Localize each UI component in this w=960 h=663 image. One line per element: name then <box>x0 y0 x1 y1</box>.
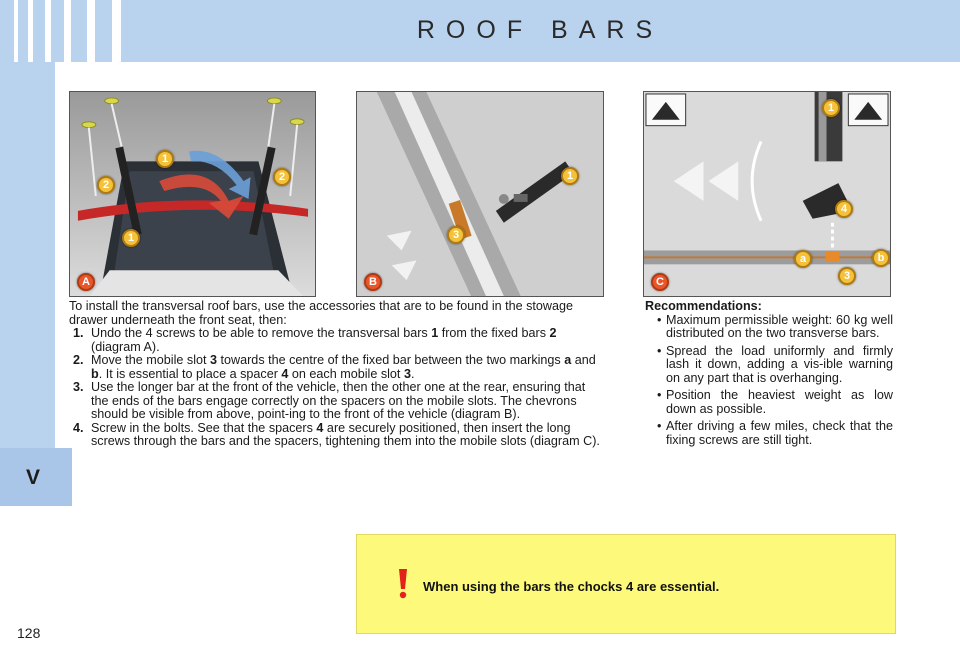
step-item <box>69 354 603 381</box>
step-item <box>69 381 603 422</box>
marker-2: 2 <box>97 176 115 194</box>
step-text: Use the longer bar at the front of the vehicle, then the other one at the rear, ensuring that the ends of the bars engage correctly on the spacers on the mobile slots. The chevrons should be visible from above, point-ing to the front of the vehicle (diagram B). <box>91 380 586 421</box>
intro-text: To install the transversal roof bars, use the accessories that are to be found in the stowage drawer underneath the front seat, then: <box>69 299 574 327</box>
step-number: 3. <box>73 380 84 394</box>
step-text: . <box>410 366 415 381</box>
recommendation-text: Maximum permissible weight: 60 kg well distributed on the two transverse bars. <box>666 312 893 340</box>
step-number: 2. <box>73 353 84 367</box>
ref-number: 3 <box>403 366 411 381</box>
marker-3: 3 <box>838 267 856 285</box>
installation-instructions <box>69 300 603 449</box>
diagram-b <box>356 91 604 297</box>
step-text: (diagram A). <box>91 339 160 354</box>
recommendation-text: Spread the load uniformly and firmly lash it down, adding a vis-ible warning on any part that is overhanging. <box>666 343 893 385</box>
step-number: 1. <box>73 326 84 340</box>
warning-text: When using the bars the chocks 4 are essential. <box>423 579 720 594</box>
list-item <box>645 389 893 416</box>
ref-number: b <box>91 366 99 381</box>
sidebar-band <box>0 62 55 506</box>
bullet-icon: • <box>657 388 662 402</box>
marker-1: 1 <box>822 99 840 117</box>
marker-a: a <box>794 250 812 268</box>
ref-number: 2 <box>549 326 557 340</box>
ref-number: 1 <box>431 326 439 340</box>
warning-box <box>356 534 896 634</box>
marker-2: 2 <box>273 168 291 186</box>
page-title: ROOF BARS <box>416 16 664 44</box>
diagram-c-illustration <box>644 92 890 296</box>
step-text: on each mobile slot <box>288 366 404 381</box>
diagram-a <box>69 91 316 297</box>
diagram-letter-c: C <box>651 273 669 291</box>
marker-b: b <box>872 249 890 267</box>
diagram-letter-b: B <box>364 273 382 291</box>
marker-1: 1 <box>561 167 579 185</box>
ref-number: a <box>564 353 572 367</box>
bullet-icon: • <box>657 312 662 327</box>
ref-number: 4 <box>281 366 289 381</box>
step-text: and <box>571 353 596 367</box>
chapter-tab[interactable] <box>0 448 72 506</box>
steps-list <box>69 327 603 449</box>
marker-1: 1 <box>156 150 174 168</box>
step-item <box>69 422 603 449</box>
recommendation-text: Position the heaviest weight as low down as possible. <box>666 388 893 416</box>
chapter-label: V <box>26 466 41 489</box>
step-text: are securely positioned, then insert the long screws through the bars and the spacers, tightening them into the mobile slots (diagram C). <box>91 420 600 448</box>
list-item <box>645 345 893 386</box>
bullet-icon: • <box>657 343 662 358</box>
recommendations-title: Recommendations: <box>645 299 762 313</box>
marker-4: 4 <box>835 200 853 218</box>
page-number: 128 <box>17 625 41 641</box>
marker-3: 3 <box>447 226 465 244</box>
step-text: towards the centre of the fixed bar between the two markings <box>217 353 565 367</box>
step-number: 4. <box>73 420 84 435</box>
warning-triangle-icon <box>381 559 425 603</box>
step-item <box>69 327 603 354</box>
recommendation-text: After driving a few miles, check that the fixing screws are still tight. <box>666 419 893 447</box>
step-text: from the fixed bars <box>438 326 550 340</box>
step-text: . It is essential to place a spacer <box>98 366 282 381</box>
diagram-b-illustration <box>357 92 603 296</box>
diagram-a-illustration <box>70 92 315 296</box>
recommendations <box>645 300 893 451</box>
ref-number: 4 <box>316 420 324 435</box>
list-item <box>645 314 893 341</box>
step-text: Undo the 4 screws to be able to remove the transversal bars <box>91 326 432 340</box>
bullet-icon: • <box>657 419 662 433</box>
list-item <box>645 420 893 447</box>
ref-number: 3 <box>210 353 218 367</box>
recommendations-list <box>645 314 893 448</box>
page-header <box>0 0 960 62</box>
diagram-c <box>643 91 891 297</box>
step-text: Move the mobile slot <box>91 353 210 367</box>
diagram-letter-a: A <box>77 273 95 291</box>
marker-1: 1 <box>122 229 140 247</box>
step-text: Screw in the bolts. See that the spacers <box>91 420 317 435</box>
